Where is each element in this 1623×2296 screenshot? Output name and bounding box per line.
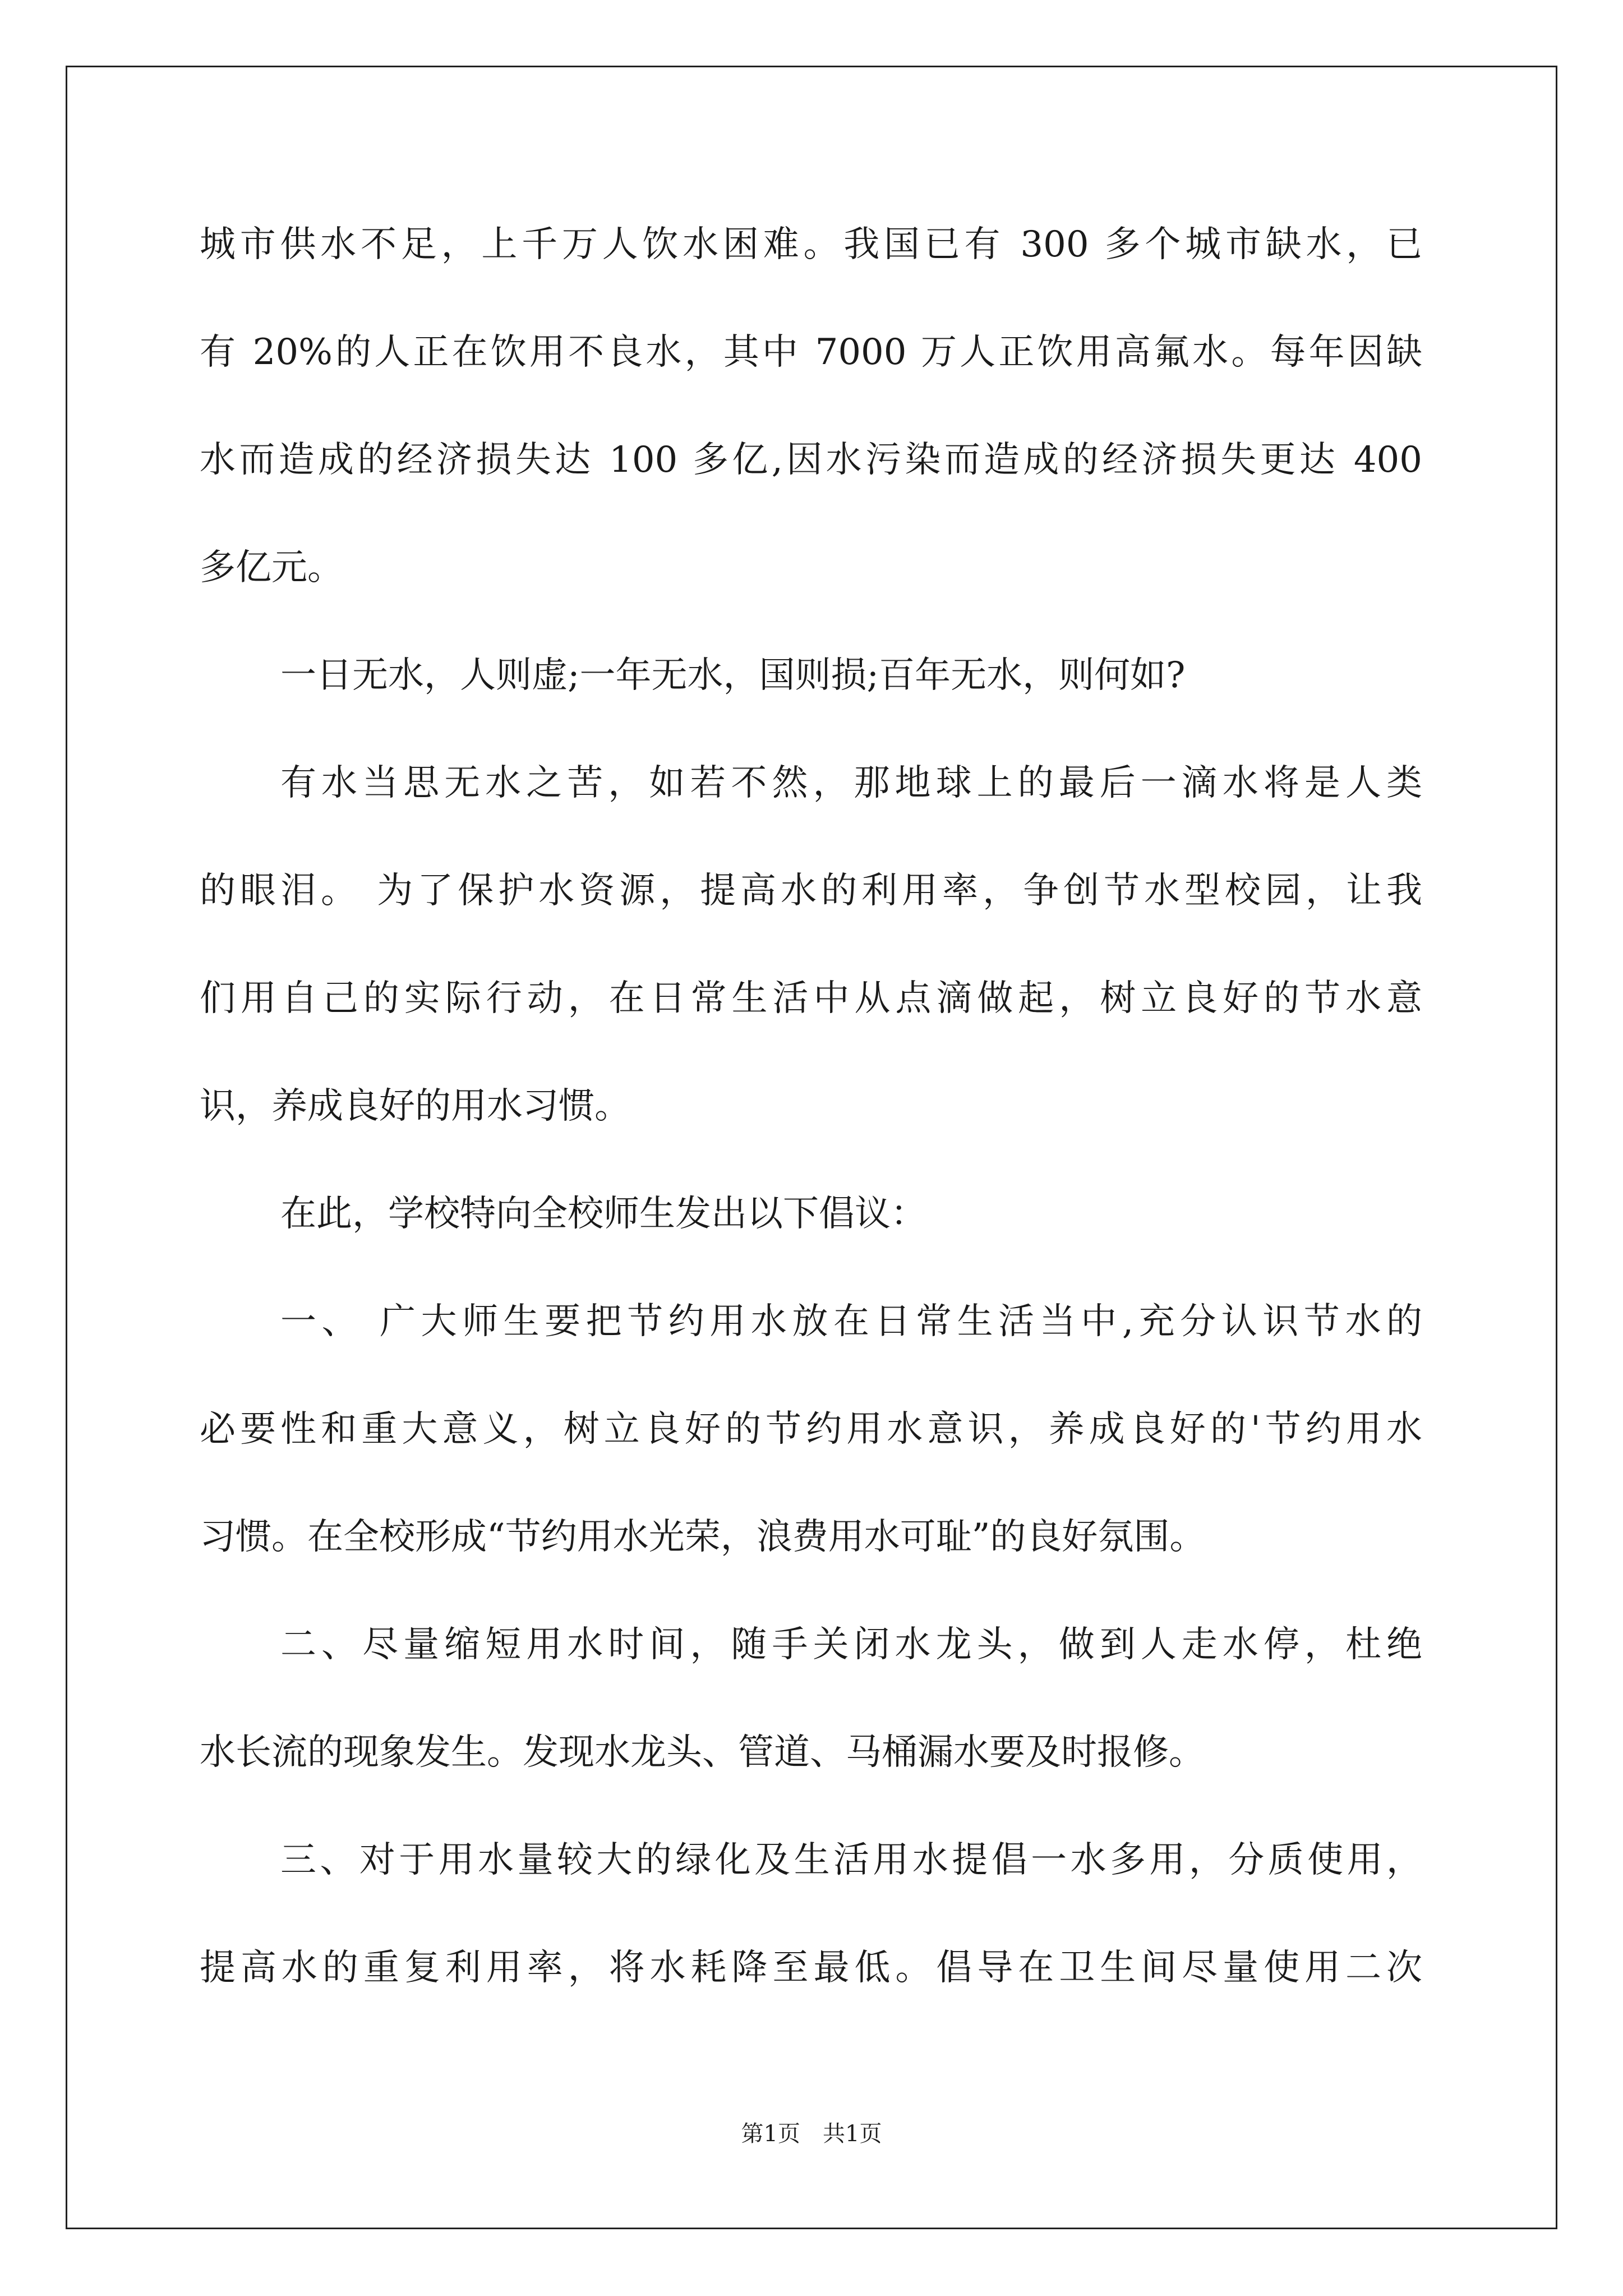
text-line-12: 必要性和重大意义，树立良好的节约用水意识，养成良好的'节约用水 (200, 1409, 1422, 1450)
paragraph-proposal-intro: 在此，学校特向全校师生发出以下倡议： (280, 1193, 926, 1235)
page-footer: 第1页 共1页 (741, 2121, 882, 2147)
text-line-3: 水而造成的经济损失达 100 多亿,因水污染而造成的经济损失更达 400 (200, 439, 1422, 481)
paragraph-proverb: 一日无水，人则虚;一年无水，国则损;百年无水，则何如? (280, 655, 1186, 696)
text-line-16: 三、对于用水量较大的绿化及生活用水提倡一水多用，分质使用， (280, 1839, 1422, 1881)
text-line-7: 的眼泪。 为了保护水资源，提高水的利用率，争创节水型校园，让我 (200, 870, 1422, 912)
text-line-2: 有 20%的人正在饮用不良水，其中 7000 万人正饮用高氟水。每年因缺 (200, 332, 1422, 373)
text-line-13: 习惯。在全校形成“节约用水光荣，浪费用水可耻”的良好氛围。 (200, 1516, 1206, 1558)
text-line-11: 一、 广大师生要把节约用水放在日常生活当中,充分认识节水的 (280, 1301, 1422, 1342)
text-line-14: 二、尽量缩短用水时间，随手关闭水龙头，做到人走水停，杜绝 (280, 1624, 1422, 1665)
text-line-9: 识，养成良好的用水习惯。 (200, 1085, 630, 1127)
text-line-6: 有水当思无水之苦，如若不然，那地球上的最后一滴水将是人类 (280, 762, 1422, 804)
text-line-8: 们用自己的实际行动，在日常生活中从点滴做起，树立良好的节水意 (200, 978, 1422, 1019)
page-border (66, 66, 1557, 2229)
text-line-15: 水长流的现象发生。发现水龙头、管道、马桶漏水要及时报修。 (200, 1732, 1205, 1773)
text-line-4: 多亿元。 (200, 547, 343, 588)
text-line-17: 提高水的重复利用率，将水耗降至最低。倡导在卫生间尽量使用二次 (200, 1947, 1422, 1989)
text-line-1: 城市供水不足，上千万人饮水困难。我国已有 300 多个城市缺水，已 (200, 224, 1422, 265)
